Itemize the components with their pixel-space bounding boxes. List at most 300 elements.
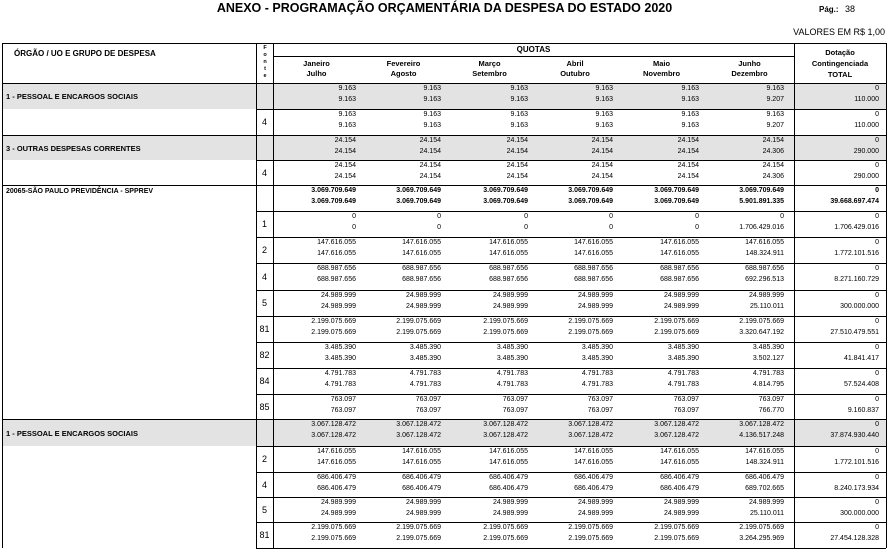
- cell-border: [273, 316, 274, 342]
- table-cell: 1.706.429.016: [739, 224, 784, 231]
- table-cell: 0: [875, 421, 879, 428]
- table-cell: 8.271.160.729: [834, 276, 879, 283]
- table-cell: 0: [875, 111, 879, 118]
- cell-border: [256, 497, 257, 522]
- table-cell: 0: [437, 224, 441, 231]
- cell-border: [256, 185, 257, 211]
- month-header: Janeiro: [303, 59, 330, 68]
- table-cell: 689.702.665: [745, 485, 784, 492]
- fonte-code: 82: [259, 350, 270, 360]
- table-cell: 3.067.128.472: [739, 421, 784, 428]
- table-cell: 3.067.128.472: [568, 421, 613, 428]
- row-border: [256, 342, 886, 343]
- table-cell: 688.987.656: [317, 265, 356, 272]
- table-cell: 3.069.709.649: [396, 187, 441, 194]
- cell-border: [256, 522, 257, 548]
- table-cell: 3.067.128.472: [654, 432, 699, 439]
- cell-border: [886, 446, 887, 472]
- table-right-border: [886, 43, 887, 83]
- table-cell: 9.163: [423, 122, 441, 129]
- cell-border: [794, 290, 795, 316]
- row-border: [256, 237, 886, 238]
- fonte-code: 2: [261, 454, 267, 464]
- table-cell: 692.296.513: [745, 276, 784, 283]
- fonte-header-letter: e: [263, 73, 267, 79]
- cell-border: [2, 472, 3, 497]
- cell-border: [256, 109, 257, 135]
- group-label: 3 - OUTRAS DESPESAS CORRENTES: [6, 144, 141, 153]
- cell-border: [794, 83, 795, 109]
- row-border: [256, 316, 886, 317]
- table-cell: 3.485.390: [324, 355, 356, 362]
- table-cell: 3.067.128.472: [483, 421, 528, 428]
- fonte-code: 4: [261, 480, 267, 490]
- table-cell: 688.987.656: [660, 276, 699, 283]
- table-cell: 763.097: [758, 396, 784, 403]
- fonte-code: 84: [259, 376, 270, 386]
- cell-border: [273, 472, 274, 497]
- table-cell: 9.163: [681, 122, 699, 129]
- cell-border: [273, 237, 274, 263]
- table-cell: 9.163: [595, 96, 613, 103]
- cell-border: [886, 109, 887, 135]
- table-cell: 763.097: [415, 396, 441, 403]
- cell-border: [886, 237, 887, 263]
- cell-border: [2, 342, 3, 368]
- fonte-code: 85: [259, 402, 270, 412]
- table-cell: 290.000: [853, 148, 879, 155]
- fonte-code: 1: [261, 219, 267, 229]
- page-number: 38: [845, 4, 856, 14]
- table-cell: 24.154: [334, 162, 356, 169]
- table-cell: 0: [875, 318, 879, 325]
- table-cell: 9.163: [510, 111, 528, 118]
- month-header: Junho: [738, 59, 761, 68]
- table-cell: 147.616.055: [317, 459, 356, 466]
- table-cell: 9.163: [681, 85, 699, 92]
- table-cell: 24.154: [419, 148, 441, 155]
- cell-border: [2, 211, 3, 237]
- table-cell: 4.791.783: [324, 381, 356, 388]
- table-cell: 686.406.479: [317, 474, 356, 481]
- table-cell: 147.616.055: [574, 250, 613, 257]
- cell-border: [794, 522, 795, 548]
- table-cell: 3.485.390: [324, 344, 356, 351]
- table-cell: 4.791.783: [409, 381, 441, 388]
- table-cell: 688.987.656: [660, 265, 699, 272]
- table-cell: 3.320.647.192: [739, 329, 784, 336]
- cell-border: [886, 263, 887, 290]
- table-cell: 3.069.709.649: [654, 198, 699, 205]
- table-cell: 3.069.709.649: [483, 198, 528, 205]
- cell-border: [886, 497, 887, 522]
- table-cell: 0: [875, 448, 879, 455]
- table-cell: 686.406.479: [317, 485, 356, 492]
- table-cell: 9.163: [338, 85, 356, 92]
- table-cell: 24.154: [334, 173, 356, 180]
- table-cell: 5.901.891.335: [739, 198, 784, 205]
- table-cell: 3.485.390: [409, 344, 441, 351]
- table-cell: 2.199.075.669: [311, 329, 356, 336]
- table-cell: 0: [875, 499, 879, 506]
- table-cell: 24.989.999: [405, 499, 441, 506]
- table-cell: 0: [875, 187, 879, 194]
- table-cell: 0: [609, 213, 613, 220]
- table-cell: 2.199.075.669: [483, 318, 528, 325]
- table-cell: 24.154: [334, 137, 356, 144]
- cell-border: [273, 522, 274, 548]
- table-cell: 24.989.999: [577, 510, 613, 517]
- table-cell: 24.989.999: [405, 292, 441, 299]
- table-cell: 2.199.075.669: [311, 318, 356, 325]
- fonte-code: 4: [261, 117, 267, 127]
- table-cell: 9.163: [595, 111, 613, 118]
- cell-border: [273, 83, 274, 109]
- table-cell: 763.097: [330, 407, 356, 414]
- table-cell: 0: [875, 524, 879, 531]
- table-cell: 9.163: [766, 85, 784, 92]
- table-cell: 3.067.128.472: [396, 432, 441, 439]
- table-cell: 110.000: [854, 122, 879, 129]
- table-cell: 1.772.101.516: [834, 250, 879, 257]
- cell-border: [256, 263, 257, 290]
- cell-border: [886, 160, 887, 185]
- cell-border: [256, 472, 257, 497]
- cell-border: [256, 135, 257, 160]
- cell-border: [273, 342, 274, 368]
- table-cell: 24.989.999: [492, 303, 528, 310]
- table-cell: 24.154: [506, 162, 528, 169]
- table-cell: 688.987.656: [489, 276, 528, 283]
- row-border: [2, 135, 886, 136]
- cell-border: [256, 211, 257, 237]
- cell-border: [886, 342, 887, 368]
- cell-border: [273, 446, 274, 472]
- table-cell: 2.199.075.669: [311, 524, 356, 531]
- table-cell: 763.097: [673, 407, 699, 414]
- table-cell: 24.989.999: [492, 292, 528, 299]
- table-cell: 147.616.055: [660, 250, 699, 257]
- table-cell: 147.616.055: [317, 239, 356, 246]
- cell-border: [2, 263, 3, 290]
- cell-border: [2, 109, 3, 135]
- table-cell: 147.616.055: [489, 239, 528, 246]
- cell-border: [2, 316, 3, 342]
- table-cell: 57.524.408: [843, 381, 879, 388]
- table-cell: 24.306: [762, 148, 784, 155]
- table-cell: 147.616.055: [574, 459, 613, 466]
- cell-border: [2, 394, 3, 419]
- cell-border: [256, 368, 257, 394]
- dotacao-header-line: TOTAL: [827, 70, 853, 79]
- table-cell: 24.989.999: [577, 292, 613, 299]
- quotas-divider: [273, 56, 794, 57]
- month-header: Agosto: [390, 69, 417, 78]
- table-cell: 3.069.709.649: [739, 187, 784, 194]
- orgao-column-header: ÓRGÃO / UO E GRUPO DE DESPESA: [14, 49, 156, 58]
- cell-border: [256, 160, 257, 185]
- table-cell: 9.163: [510, 85, 528, 92]
- table-cell: 9.160.837: [847, 407, 879, 414]
- cell-border: [794, 342, 795, 368]
- table-cell: 4.814.795: [752, 381, 784, 388]
- table-cell: 24.154: [762, 137, 784, 144]
- cell-border: [273, 394, 274, 419]
- cell-border: [2, 135, 3, 160]
- cell-border: [794, 394, 795, 419]
- cell-border: [886, 211, 887, 237]
- cell-border: [886, 368, 887, 394]
- table-cell: 0: [352, 224, 356, 231]
- cell-border: [273, 185, 274, 211]
- table-cell: 9.163: [766, 111, 784, 118]
- table-cell: 763.097: [502, 396, 528, 403]
- table-cell: 9.163: [681, 111, 699, 118]
- table-cell: 2.199.075.669: [311, 535, 356, 542]
- table-cell: 9.163: [338, 111, 356, 118]
- quotas-header: QUOTAS: [516, 45, 551, 54]
- cell-border: [794, 446, 795, 472]
- table-cell: 0: [875, 292, 879, 299]
- table-cell: 24.154: [762, 162, 784, 169]
- table-cell: 4.791.783: [409, 370, 441, 377]
- table-cell: 24.154: [677, 148, 699, 155]
- table-cell: 4.791.783: [496, 381, 528, 388]
- cell-border: [2, 237, 3, 263]
- table-cell: 24.989.999: [748, 292, 784, 299]
- table-cell: 147.616.055: [317, 448, 356, 455]
- table-cell: 4.791.783: [324, 370, 356, 377]
- table-cell: 0: [875, 265, 879, 272]
- table-cell: 0: [875, 344, 879, 351]
- table-cell: 27.454.128.328: [830, 535, 879, 542]
- table-cell: 4.791.783: [667, 381, 699, 388]
- cell-border: [2, 290, 3, 316]
- group-label: 1 - PESSOAL E ENCARGOS SOCIAIS: [6, 92, 138, 101]
- fonte-code: 2: [261, 245, 267, 255]
- row-border: [256, 446, 886, 447]
- dotacao-header-line: Contingenciada: [811, 59, 869, 68]
- table-cell: 3.485.390: [581, 355, 613, 362]
- table-cell: 300.000.000: [840, 510, 879, 517]
- table-cell: 24.154: [591, 137, 613, 144]
- table-cell: 147.616.055: [660, 459, 699, 466]
- cell-border: [2, 522, 3, 548]
- row-border: [2, 185, 886, 186]
- month-header: Setembro: [472, 69, 507, 78]
- row-border: [2, 83, 886, 84]
- table-cell: 3.069.709.649: [311, 198, 356, 205]
- table-cell: 3.067.128.472: [311, 432, 356, 439]
- table-cell: 37.874.930.440: [830, 432, 879, 439]
- table-cell: 4.791.783: [581, 370, 613, 377]
- table-cell: 24.989.999: [663, 510, 699, 517]
- row-border: [256, 497, 886, 498]
- table-cell: 148.324.911: [745, 459, 784, 466]
- table-cell: 686.406.479: [574, 474, 613, 481]
- fonte-header-letter: o: [263, 52, 267, 58]
- table-cell: 0: [695, 224, 699, 231]
- table-cell: 3.485.390: [409, 355, 441, 362]
- table-cell: 3.069.709.649: [568, 198, 613, 205]
- table-cell: 9.163: [338, 96, 356, 103]
- cell-border: [794, 135, 795, 160]
- table-cell: 9.163: [510, 96, 528, 103]
- cell-border: [273, 368, 274, 394]
- dotacao-header-line: Dotação: [825, 48, 855, 57]
- table-cell: 9.163: [423, 111, 441, 118]
- table-cell: 24.154: [419, 137, 441, 144]
- group-label: 1 - PESSOAL E ENCARGOS SOCIAIS: [6, 429, 138, 438]
- cell-border: [794, 316, 795, 342]
- table-cell: 24.989.999: [320, 510, 356, 517]
- cell-border: [256, 342, 257, 368]
- table-cell: 24.989.999: [320, 292, 356, 299]
- table-cell: 2.199.075.669: [396, 535, 441, 542]
- table-cell: 2.199.075.669: [654, 318, 699, 325]
- month-header: Março: [478, 59, 501, 68]
- cell-border: [794, 368, 795, 394]
- table-cell: 147.616.055: [574, 448, 613, 455]
- page-label: Pág.:: [819, 5, 839, 14]
- table-cell: 24.989.999: [405, 303, 441, 310]
- table-cell: 24.989.999: [320, 499, 356, 506]
- cell-border: [256, 394, 257, 419]
- table-cell: 24.154: [677, 162, 699, 169]
- table-cell: 3.485.390: [752, 344, 784, 351]
- cell-border: [2, 160, 3, 185]
- table-cell: 147.616.055: [745, 239, 784, 246]
- table-cell: 0: [875, 396, 879, 403]
- table-cell: 24.989.999: [492, 510, 528, 517]
- table-cell: 763.097: [330, 396, 356, 403]
- table-cell: 4.791.783: [667, 370, 699, 377]
- table-cell: 3.069.709.649: [654, 187, 699, 194]
- table-cell: 3.067.128.472: [568, 432, 613, 439]
- uo-label: 20065-SÃO PAULO PREVIDÊNCIA - SPPREV: [6, 188, 154, 195]
- table-cell: 24.989.999: [577, 499, 613, 506]
- table-cell: 0: [524, 213, 528, 220]
- cell-border: [273, 211, 274, 237]
- table-cell: 24.154: [591, 162, 613, 169]
- table-cell: 3.485.390: [667, 355, 699, 362]
- cell-border: [273, 109, 274, 135]
- table-cell: 0: [875, 474, 879, 481]
- table-cell: 688.987.656: [745, 265, 784, 272]
- table-cell: 290.000: [853, 173, 879, 180]
- table-cell: 2.199.075.669: [396, 329, 441, 336]
- cell-border: [794, 237, 795, 263]
- currency-note: VALORES EM R$ 1,00: [793, 27, 885, 37]
- month-header: Fevereiro: [386, 59, 421, 68]
- table-cell: 147.616.055: [660, 239, 699, 246]
- table-cell: 24.154: [677, 137, 699, 144]
- table-cell: 148.324.911: [745, 250, 784, 257]
- table-cell: 147.616.055: [402, 250, 441, 257]
- table-cell: 3.067.128.472: [654, 421, 699, 428]
- table-cell: 3.069.709.649: [311, 187, 356, 194]
- month-header: Maio: [652, 59, 671, 68]
- month-header: Outubro: [560, 69, 590, 78]
- table-cell: 24.154: [334, 148, 356, 155]
- table-cell: 763.097: [587, 396, 613, 403]
- table-cell: 9.163: [338, 122, 356, 129]
- cell-border: [273, 263, 274, 290]
- table-cell: 3.069.709.649: [568, 187, 613, 194]
- table-cell: 24.154: [591, 173, 613, 180]
- table-cell: 9.163: [423, 85, 441, 92]
- table-cell: 24.989.999: [663, 499, 699, 506]
- fonte-code: 4: [261, 168, 267, 178]
- table-cell: 2.199.075.669: [568, 535, 613, 542]
- fonte-code: 4: [261, 272, 267, 282]
- cell-border: [273, 419, 274, 446]
- table-cell: 0: [875, 370, 879, 377]
- table-cell: 686.406.479: [660, 474, 699, 481]
- cell-border: [2, 185, 3, 211]
- table-cell: 9.207: [766, 96, 784, 103]
- table-cell: 2.199.075.669: [739, 524, 784, 531]
- table-cell: 147.616.055: [402, 239, 441, 246]
- table-cell: 686.406.479: [489, 485, 528, 492]
- cell-border: [886, 522, 887, 548]
- cell-border: [256, 419, 257, 446]
- row-border: [256, 263, 886, 264]
- table-cell: 2.199.075.669: [568, 318, 613, 325]
- table-cell: 688.987.656: [402, 276, 441, 283]
- table-cell: 2.199.075.669: [483, 329, 528, 336]
- cell-border: [794, 160, 795, 185]
- table-cell: 8.240.173.934: [834, 485, 879, 492]
- table-cell: 3.485.390: [581, 344, 613, 351]
- cell-border: [794, 263, 795, 290]
- table-cell: 9.163: [510, 122, 528, 129]
- table-cell: 24.989.999: [663, 303, 699, 310]
- table-cell: 686.406.479: [660, 485, 699, 492]
- cell-border: [794, 185, 795, 211]
- cell-border: [794, 472, 795, 497]
- table-cell: 0: [875, 137, 879, 144]
- table-cell: 3.502.127: [752, 355, 784, 362]
- cell-border: [256, 290, 257, 316]
- table-cell: 147.616.055: [574, 239, 613, 246]
- table-cell: 24.306: [762, 173, 784, 180]
- table-cell: 3.067.128.472: [483, 432, 528, 439]
- table-cell: 9.163: [595, 122, 613, 129]
- table-cell: 766.770: [758, 407, 784, 414]
- fonte-header-letter: n: [263, 59, 267, 65]
- month-header: Julho: [306, 69, 327, 78]
- table-cell: 688.987.656: [574, 276, 613, 283]
- table-cell: 2.199.075.669: [568, 524, 613, 531]
- table-cell: 41.841.417: [843, 355, 879, 362]
- row-border: [256, 522, 886, 523]
- table-cell: 686.406.479: [402, 485, 441, 492]
- table-cell: 147.616.055: [489, 250, 528, 257]
- table-cell: 24.154: [506, 148, 528, 155]
- cell-border: [256, 83, 257, 109]
- table-cell: 147.616.055: [660, 448, 699, 455]
- table-cell: 39.668.697.474: [830, 198, 879, 205]
- table-cell: 3.067.128.472: [396, 421, 441, 428]
- table-cell: 2.199.075.669: [654, 329, 699, 336]
- table-cell: 0: [875, 85, 879, 92]
- table-cell: 25.110.011: [750, 303, 784, 310]
- cell-border: [794, 497, 795, 522]
- table-cell: 9.163: [681, 96, 699, 103]
- table-cell: 1.772.101.516: [834, 459, 879, 466]
- table-cell: 24.154: [506, 173, 528, 180]
